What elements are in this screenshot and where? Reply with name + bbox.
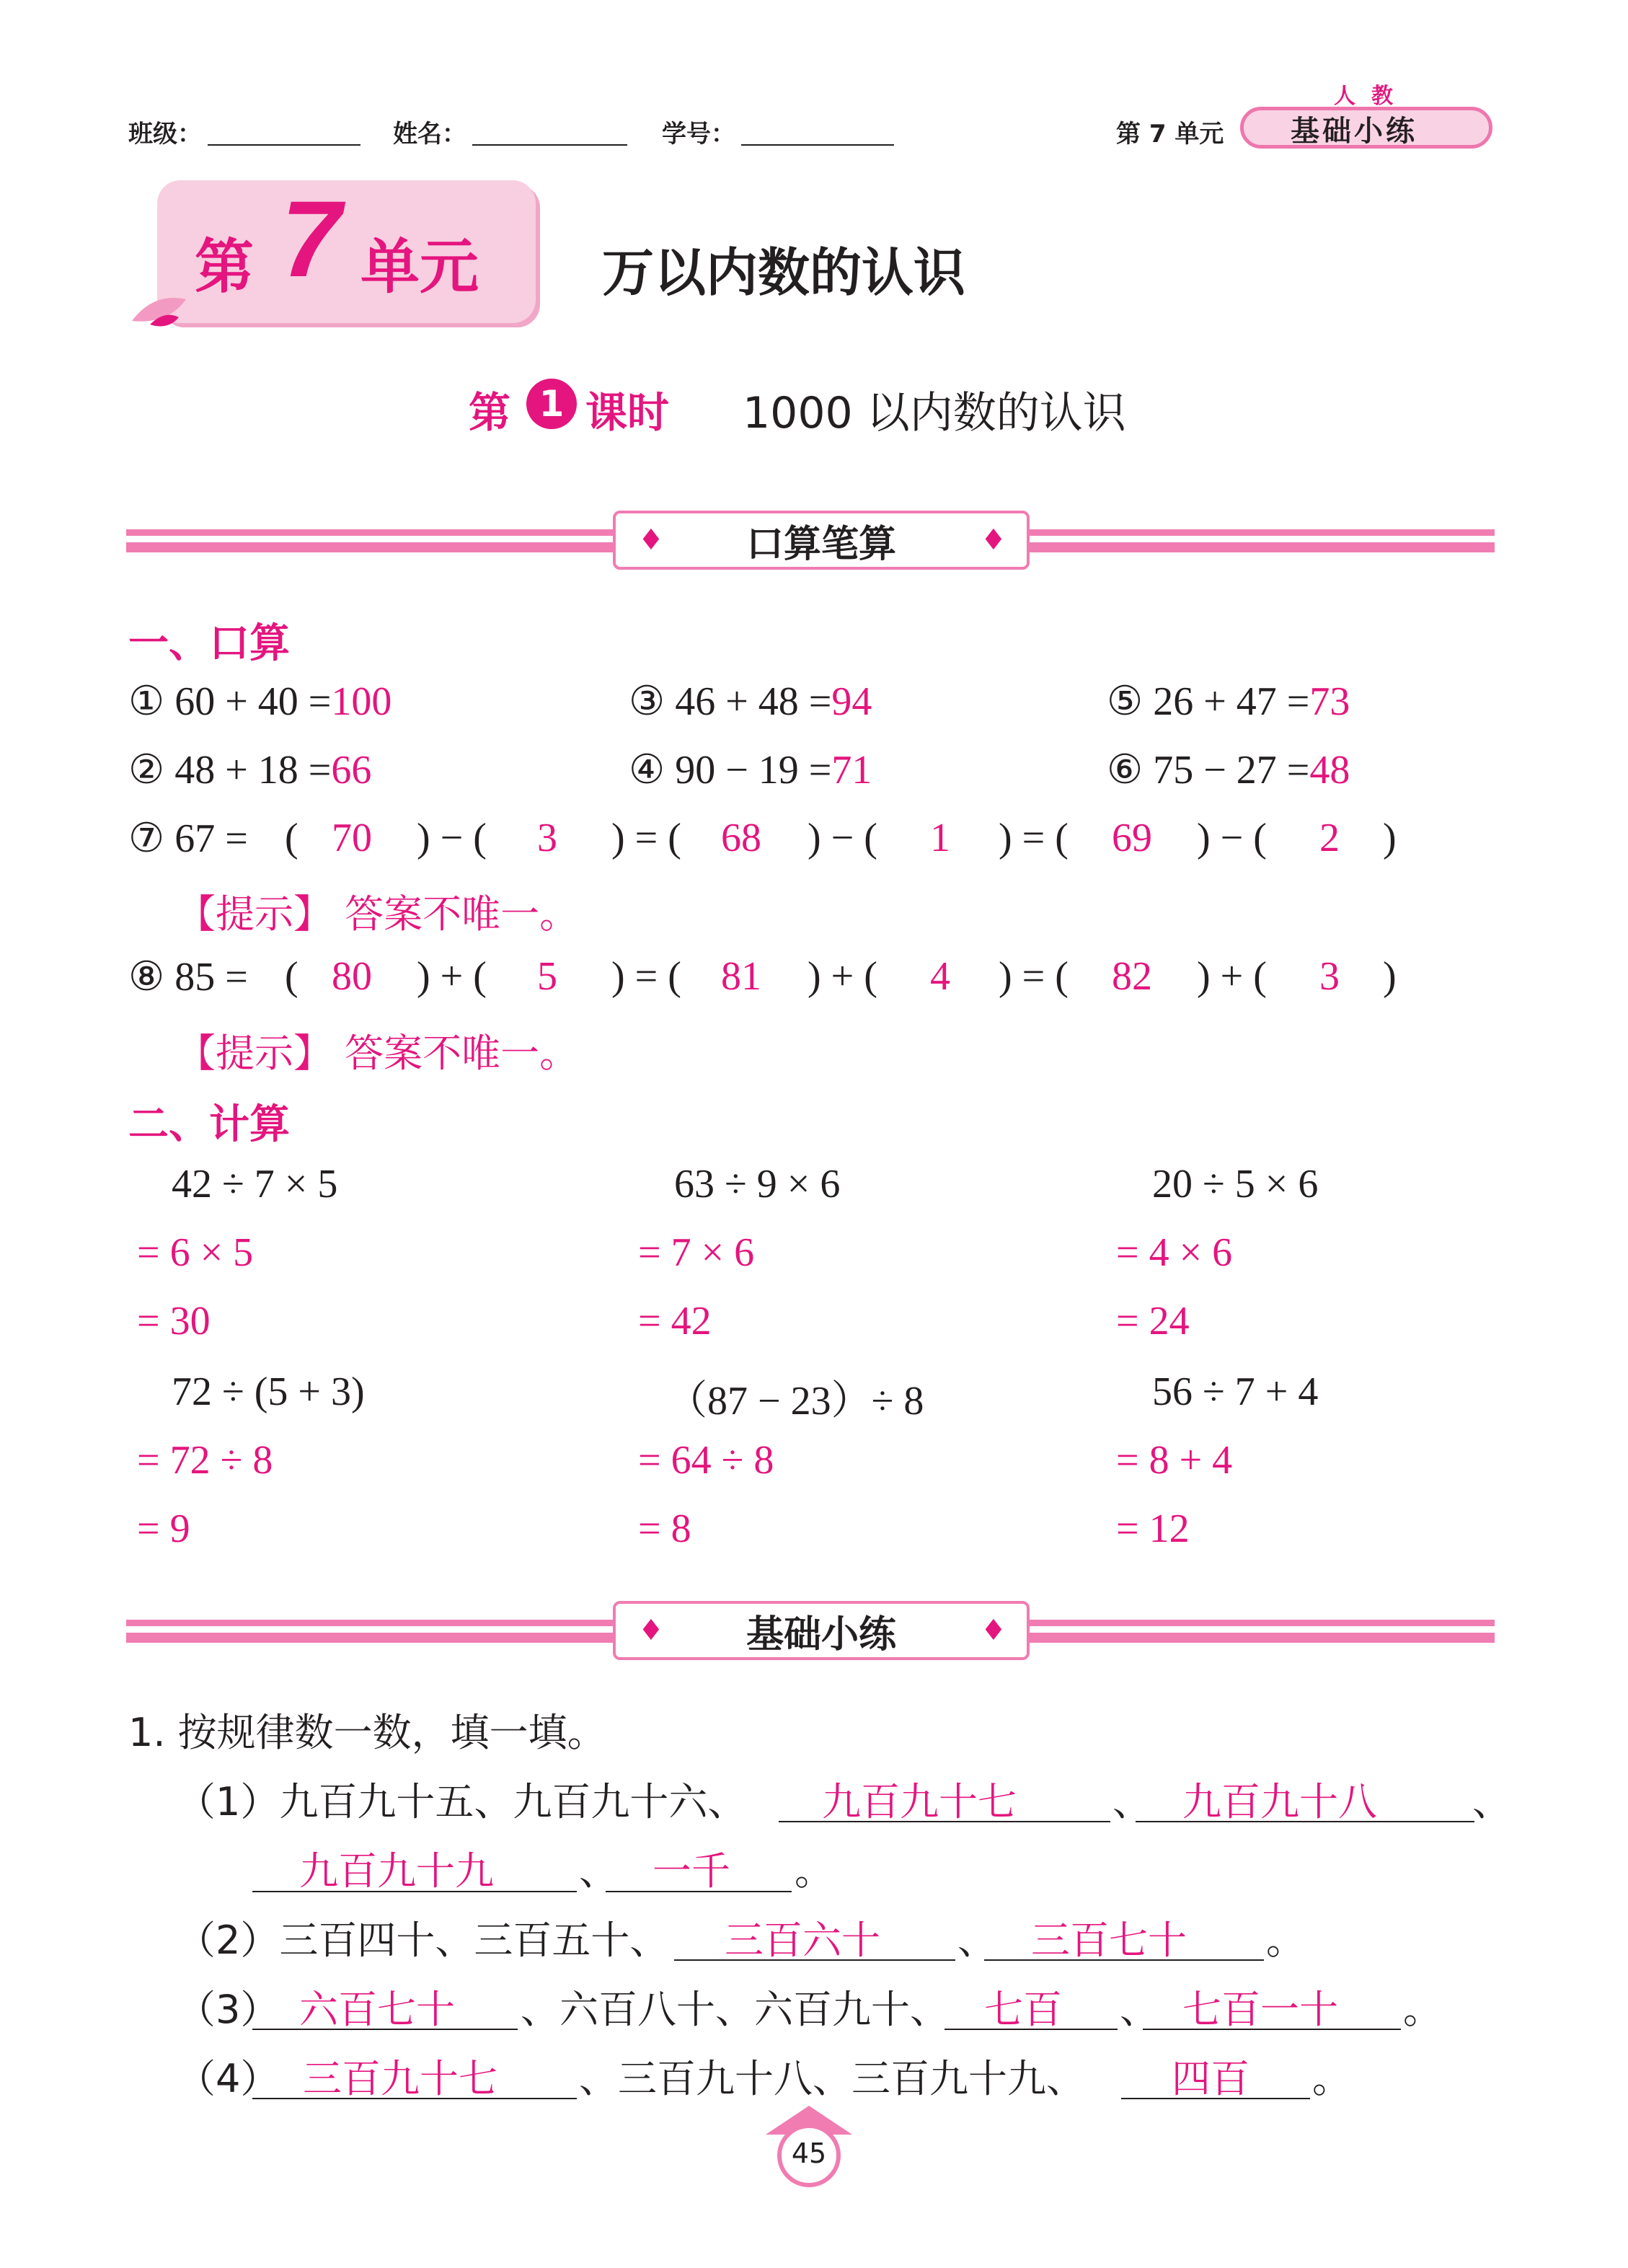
sub-question-4-middle: 、三百九十八、三百九十九、 [579, 2056, 1085, 2101]
paren: ) = ( [611, 954, 681, 999]
answer-value: 七百一十 [1182, 1987, 1338, 2032]
paren: ) + ( [808, 954, 877, 999]
answer-value: 九百九十七 [822, 1779, 1017, 1824]
hint-text: 【提示】 答案不唯一。 [177, 891, 579, 937]
answer-value: 四百 [1172, 2056, 1249, 2101]
end-mark: 。 [1266, 1918, 1305, 1963]
mental-item: ② 48 + 18 =66 [128, 748, 372, 793]
calc-step: = 72 ÷ 8 [137, 1438, 273, 1483]
calc-result: = 8 [638, 1506, 691, 1551]
question-7-lead: ⑦ 67 = [128, 816, 248, 861]
calc-expression: 72 ÷ (5 + 3) [172, 1369, 365, 1414]
question-1-title: 1. 按规律数一数，填一填。 [128, 1710, 606, 1755]
answer-value: 六百七十 [299, 1987, 455, 2032]
unit-word-di: 第 [195, 233, 255, 301]
paren: ) + ( [1197, 954, 1267, 999]
paren: ) = ( [999, 954, 1069, 999]
sub-question-3-lead: （3） [177, 1987, 280, 2032]
answer-value: 82 [1112, 954, 1152, 999]
mental-item: ⑤ 26 + 47 =73 [1107, 679, 1350, 724]
diamond-icon: ♦ [981, 524, 1007, 557]
brand-title: 基础小练 [1291, 115, 1417, 148]
lesson-number-badge: 1 [526, 379, 577, 429]
separator: 、 [579, 1848, 618, 1894]
paren: ) [1383, 954, 1397, 999]
diamond-icon: ♦ [638, 1614, 664, 1647]
class-blank[interactable] [208, 144, 360, 146]
calc-step: = 64 ÷ 8 [638, 1438, 774, 1483]
name-blank[interactable] [472, 144, 627, 146]
answer-value: 70 [332, 816, 372, 860]
header-unit-label: 第 7 单元 [1116, 120, 1224, 149]
answer-value: 九百九十八 [1182, 1779, 1377, 1824]
answer-value: 一千 [652, 1848, 730, 1894]
paren: ) = ( [611, 816, 681, 860]
separator: 、 [1120, 1987, 1159, 2032]
sub-question-4-lead: （4） [177, 2056, 280, 2101]
answer-value: 2 [1319, 816, 1340, 860]
separator: 、 [1472, 1779, 1511, 1824]
calc-expression: （87 − 23）÷ 8 [667, 1379, 924, 1424]
calc-step: = 6 × 5 [137, 1230, 254, 1275]
page-number: 45 [791, 2137, 827, 2169]
answer-value: 三百七十 [1031, 1918, 1187, 1963]
part-oral-title: 一、口算 [128, 620, 290, 667]
brand-publisher: 人教 [1334, 84, 1409, 109]
paren: ) − ( [808, 816, 877, 860]
answer-value: 1 [930, 816, 950, 860]
question-8-lead: ⑧ 85 = [128, 955, 248, 1000]
mental-item: ① 60 + 40 =100 [128, 679, 392, 724]
answer-value: 5 [537, 954, 557, 999]
section-title-oral-written: 口算笔算 [746, 523, 896, 566]
unit-title: 万以内数的认识 [602, 242, 966, 303]
calc-step: = 4 × 6 [1116, 1230, 1233, 1275]
calc-result: = 9 [137, 1506, 190, 1551]
answer-value: 81 [721, 954, 761, 999]
sub-question-1-lead: （1）九百九十五、九百九十六、 [177, 1779, 747, 1824]
unit-word-danyuan: 单元 [360, 233, 479, 301]
calc-expression: 20 ÷ 5 × 6 [1152, 1162, 1319, 1206]
name-label: 姓名： [393, 120, 466, 149]
answer-value: 九百九十九 [299, 1848, 494, 1894]
leaf-icon [128, 288, 193, 332]
sub-question-3-middle: 、六百八十、六百九十、 [521, 1987, 949, 2032]
paren: ) + ( [417, 954, 487, 999]
calc-result: = 12 [1116, 1506, 1190, 1551]
answer-value: 4 [930, 954, 950, 999]
answer-value: 3 [1319, 954, 1340, 999]
lesson-title: 1000 以内数的认识 [743, 388, 1126, 438]
lesson-suffix: 课时 [585, 388, 670, 437]
paren: ) − ( [1197, 816, 1267, 860]
hint-text: 【提示】 答案不唯一。 [177, 1031, 579, 1076]
mental-item: ③ 46 + 48 =94 [629, 679, 872, 724]
answer-value: 69 [1112, 816, 1152, 860]
end-mark: 。 [1312, 2056, 1351, 2101]
mental-item: ④ 90 − 19 =71 [629, 748, 872, 793]
end-mark: 。 [1403, 1987, 1442, 2032]
lesson-prefix: 第 [469, 388, 511, 437]
separator: 、 [1112, 1779, 1151, 1824]
class-label: 班级： [128, 120, 202, 149]
paren: ) − ( [417, 816, 487, 860]
end-mark: 。 [795, 1848, 833, 1894]
calc-step: = 8 + 4 [1116, 1438, 1233, 1483]
sub-question-2-lead: （2）三百四十、三百五十、 [177, 1918, 669, 1963]
calc-expression: 63 ÷ 9 × 6 [674, 1162, 841, 1206]
calc-expression: 56 ÷ 7 + 4 [1152, 1369, 1319, 1414]
answer-value: 3 [537, 816, 557, 860]
answer-value: 68 [721, 816, 761, 860]
student-id-blank[interactable] [741, 144, 894, 146]
answer-value: 三百九十七 [303, 2056, 497, 2101]
answer-value: 80 [332, 954, 372, 999]
unit-number: 7 [281, 178, 342, 299]
calc-expression: 42 ÷ 7 × 5 [172, 1162, 338, 1206]
paren: ( [285, 954, 298, 999]
answer-value: 七百 [984, 1987, 1062, 2032]
calc-result: = 24 [1116, 1299, 1190, 1343]
separator: 、 [957, 1918, 996, 1963]
part-calc-title: 二、计算 [128, 1101, 290, 1148]
calc-step: = 7 × 6 [638, 1230, 755, 1275]
mental-item: ⑥ 75 − 27 =48 [1107, 748, 1350, 793]
paren: ) = ( [999, 816, 1069, 860]
diamond-icon: ♦ [638, 524, 664, 557]
paren: ( [285, 816, 298, 860]
calc-result: = 30 [137, 1299, 211, 1343]
answer-value: 三百六十 [725, 1918, 880, 1963]
calc-result: = 42 [638, 1299, 712, 1343]
student-id-label: 学号： [662, 120, 735, 149]
paren: ) [1383, 816, 1397, 860]
diamond-icon: ♦ [981, 1614, 1007, 1647]
section-title-basic-practice: 基础小练 [746, 1613, 896, 1656]
